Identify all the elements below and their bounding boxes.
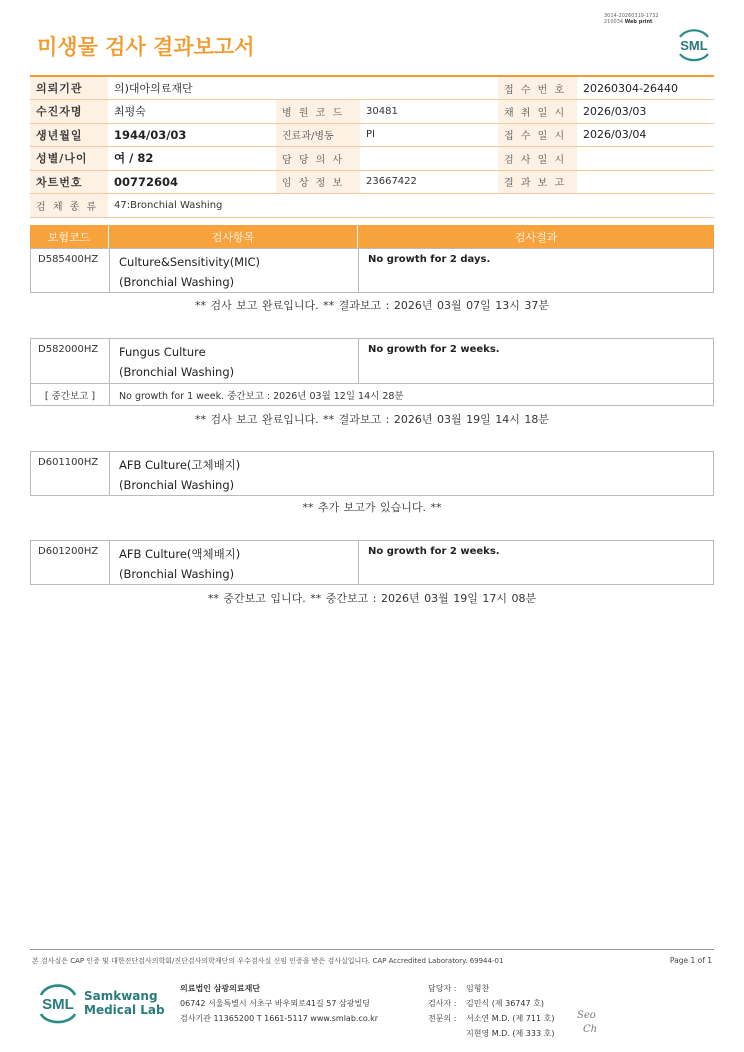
header-result: 검사결과 xyxy=(514,230,558,244)
result-note: ** 중간보고 입니다. ** 중간보고 : 2026년 03월 19일 17시 08분 xyxy=(207,592,537,605)
patient-label: 수진자명 xyxy=(30,100,108,124)
staff-role: 전문의 : xyxy=(428,1014,457,1023)
requester-value: 의)대아의료재단 xyxy=(108,76,498,100)
result-item xyxy=(110,339,359,383)
receipt-date-label: 접 수 일 시 xyxy=(498,123,577,147)
sex-age-value: 여 / 82 xyxy=(108,147,276,171)
staff-row xyxy=(428,996,554,1011)
result-item-specimen: (Bronchial Washing) xyxy=(119,567,235,581)
interim-label: [ 중간보고 ] xyxy=(31,384,110,405)
result-block xyxy=(30,451,714,496)
company-address: 06742 서울특별시 서초구 바우뫼로41길 57 삼광빌딩 xyxy=(180,999,370,1008)
doctor-value xyxy=(360,147,498,171)
patient-value: 최평숙 xyxy=(108,100,276,124)
doctor-label: 담 당 의 사 xyxy=(276,147,360,171)
birth-label: 생년월일 xyxy=(30,123,108,147)
page-number: Page 1 of 1 xyxy=(669,956,712,965)
hospital-code-label: 병 원 코 드 xyxy=(276,100,360,124)
specimen-label: 검 체 종 류 xyxy=(30,194,108,218)
sml-logo-icon xyxy=(674,26,714,62)
result-item-name: Fungus Culture xyxy=(119,345,206,359)
certification-text: 본 검사실은 CAP 인증 및 대한진단검사의학회/진단검사의학재단의 우수검사실 신임 인증을 받은 검사실입니다. CAP Accredited Laboratory. 69944-01 xyxy=(32,957,504,965)
header-item: 검사항목 xyxy=(109,225,358,248)
staff-name: 지현영 M.D. (제 333 호) xyxy=(466,1029,555,1038)
chart-value: 00772604 xyxy=(108,170,276,194)
result-item-name: AFB Culture(액체배지) xyxy=(119,547,241,561)
dept-value: PI xyxy=(360,123,498,147)
staff-name: 김민식 (제 36747 호) xyxy=(466,999,544,1008)
clinical-value: 23667422 xyxy=(360,170,498,194)
test-date-label: 검 사 일 시 xyxy=(498,147,577,171)
test-date-value xyxy=(577,147,714,171)
staff-name: 임형찬 xyxy=(466,984,490,993)
signature-2: Ch xyxy=(583,1024,598,1035)
page-title: 미생물 검사 결과보고서 xyxy=(37,35,255,59)
result-block xyxy=(30,338,714,406)
result-note: ** 검사 보고 완료입니다. ** 결과보고 : 2026년 03월 07일 13시 37분 xyxy=(195,299,549,312)
staff-row xyxy=(428,1011,554,1026)
signature xyxy=(577,1009,597,1037)
dept-label: 진료과/병동 xyxy=(276,123,360,147)
staff-row xyxy=(428,981,554,996)
company-name: 의료법인 삼광의료재단 xyxy=(180,984,261,993)
collect-date-value: 2026/03/03 xyxy=(577,100,714,124)
result-code: D582000HZ xyxy=(31,339,110,383)
staff-row xyxy=(428,1026,554,1041)
company-info xyxy=(180,981,378,1026)
results-header xyxy=(30,225,714,248)
result-note: ** 추가 보고가 있습니다. ** xyxy=(302,501,442,514)
brand-name xyxy=(84,989,165,1017)
result-note: ** 검사 보고 완료입니다. ** 결과보고 : 2026년 03월 19일 14시 18분 xyxy=(195,413,549,426)
requester-label: 의뢰기관 xyxy=(30,76,108,100)
report-value xyxy=(577,170,714,194)
brand-line2: Medical Lab xyxy=(84,1003,165,1017)
result-item xyxy=(110,452,359,495)
result-value xyxy=(359,452,713,495)
staff-name: 서소연 M.D. (제 711 호) xyxy=(466,1014,555,1023)
sex-age-label: 성별/나이 xyxy=(30,147,108,171)
print-code-line2: 210034 Web print xyxy=(604,19,653,25)
interim-report-row xyxy=(31,383,713,405)
samkwang-logo-icon xyxy=(36,980,80,1026)
staff-role: 검사자 : xyxy=(428,999,457,1008)
collect-date-label: 채 취 일 시 xyxy=(498,100,577,124)
hospital-code-value: 30481 xyxy=(360,100,498,124)
specimen-value: 47:Bronchial Washing xyxy=(108,194,714,218)
company-contact: 검사기관 11365200 T 1661-5117 www.smlab.co.kr xyxy=(180,1014,379,1023)
clinical-label: 임 상 정 보 xyxy=(276,170,360,194)
footer-divider xyxy=(30,949,714,950)
signature-1: Seo xyxy=(577,1010,596,1021)
birth-value: 1944/03/03 xyxy=(108,123,276,147)
result-code: D601200HZ xyxy=(31,541,110,584)
result-value: No growth for 2 days. xyxy=(368,254,491,265)
result-item-specimen: (Bronchial Washing) xyxy=(119,478,235,492)
patient-info-table xyxy=(30,75,714,218)
print-code xyxy=(604,13,659,25)
receipt-no-value: 20260304-26440 xyxy=(577,76,714,100)
chart-label: 차트번호 xyxy=(30,170,108,194)
svg-text:SML: SML xyxy=(680,38,708,53)
result-code: D601100HZ xyxy=(31,452,110,495)
result-item-specimen: (Bronchial Washing) xyxy=(119,365,235,379)
result-value: No growth for 2 weeks. xyxy=(368,344,500,355)
interim-text: No growth for 1 week. 중간보고 : 2026년 03월 12일 14시 28분 xyxy=(119,390,404,402)
result-block xyxy=(30,540,714,585)
svg-text:SML: SML xyxy=(42,996,74,1013)
report-label: 결 과 보 고 xyxy=(498,170,577,194)
result-item-name: Culture&Sensitivity(MIC) xyxy=(119,255,261,269)
receipt-no-label: 접 수 번 호 xyxy=(498,76,577,100)
brand-line1: Samkwang xyxy=(84,989,158,1003)
staff-role xyxy=(428,1026,466,1041)
header-code: 보험코드 xyxy=(30,225,109,248)
result-code: D585400HZ xyxy=(31,249,110,292)
result-block xyxy=(30,248,714,293)
result-item-name: AFB Culture(고체배지) xyxy=(119,458,241,472)
print-code-line1: 3014-20260319-1732 xyxy=(604,13,659,19)
result-item-specimen: (Bronchial Washing) xyxy=(119,275,235,289)
receipt-date-value: 2026/03/04 xyxy=(577,123,714,147)
result-item xyxy=(110,249,359,292)
result-item xyxy=(110,541,359,584)
result-value: No growth for 2 weeks. xyxy=(368,546,500,557)
staff-list xyxy=(428,981,554,1041)
staff-role: 담당자 : xyxy=(428,984,457,993)
